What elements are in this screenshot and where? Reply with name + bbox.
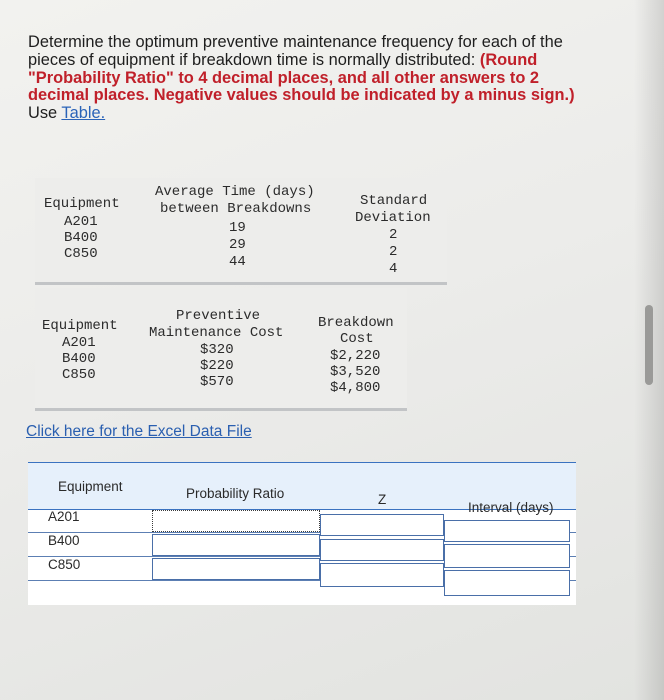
row-label-equipment: B400	[48, 533, 80, 548]
equipment-cell: A201	[64, 214, 98, 230]
equipment-cell: C850	[62, 367, 96, 383]
equipment-cell: B400	[62, 351, 96, 367]
col-header-pm-cost-line1: Preventive	[176, 308, 261, 324]
col-header-std-dev-line2: Deviation	[355, 210, 431, 226]
col-header-avg-time-line2: between Breakdowns	[160, 201, 312, 217]
scrollbar-thumb[interactable]	[645, 305, 653, 385]
z-input-b400[interactable]	[320, 539, 444, 561]
use-prefix: Use	[28, 104, 62, 123]
probability-ratio-input-c850[interactable]	[152, 558, 320, 580]
breakdown-cost-cell: $3,520	[330, 364, 381, 380]
equipment-cell: A201	[62, 335, 96, 351]
excel-data-file-link[interactable]: Click here for the Excel Data File	[26, 423, 252, 440]
probability-ratio-input-b400[interactable]	[152, 534, 320, 556]
interval-input-c850[interactable]	[444, 570, 570, 596]
breakdown-cost-cell: $2,220	[330, 348, 381, 364]
breakdown-cost-cell: $4,800	[330, 380, 381, 396]
pm-cost-cell: $320	[200, 342, 234, 358]
question-text	[28, 34, 594, 123]
avg-time-cell: 19	[229, 220, 246, 236]
col-header-z: Z	[378, 492, 387, 507]
table-link[interactable]: Table.	[61, 104, 106, 123]
col-header-equipment: Equipment	[42, 318, 118, 334]
col-header-breakdown-cost-line1: Breakdown	[318, 315, 394, 331]
col-header-avg-time-line1: Average Time (days)	[155, 184, 315, 200]
std-dev-cell: 2	[389, 227, 398, 243]
interval-input-b400[interactable]	[444, 544, 570, 568]
answer-table	[28, 462, 576, 605]
col-header-equipment: Equipment	[44, 196, 120, 212]
z-input-c850[interactable]	[320, 563, 444, 587]
col-header-pm-cost-line2: Maintenance Cost	[149, 325, 284, 341]
equipment-cell: B400	[64, 230, 98, 246]
col-header-probability-ratio: Probability Ratio	[186, 486, 285, 501]
equipment-cell: C850	[64, 246, 98, 262]
col-header-interval: Interval (days)	[468, 500, 554, 515]
avg-time-cell: 44	[229, 254, 246, 270]
col-header-breakdown-cost-line2: Cost	[340, 331, 374, 347]
std-dev-cell: 4	[389, 261, 398, 277]
pm-cost-cell: $220	[200, 358, 234, 374]
avg-time-cell: 29	[229, 237, 246, 253]
pm-cost-cell: $570	[200, 374, 234, 390]
probability-ratio-input-a201[interactable]	[152, 510, 320, 532]
row-label-equipment: C850	[48, 557, 81, 572]
col-header-equipment: Equipment	[58, 479, 123, 494]
rounding-instructions: (Round "Probability Ratio" to 4 decimal places, and all other answers to 2 decimal places. Negative values should be indicated by a minus sign.)	[28, 50, 575, 105]
interval-input-a201[interactable]	[444, 520, 570, 542]
row-label-equipment: A201	[48, 509, 80, 524]
col-header-std-dev-line1: Standard	[360, 193, 428, 209]
question-prompt: Determine the optimum preventive maintenance frequency for each of the pieces of equipment if breakdown time is normally distributed:	[28, 33, 563, 69]
std-dev-cell: 2	[389, 244, 398, 260]
z-input-a201[interactable]	[320, 514, 444, 536]
